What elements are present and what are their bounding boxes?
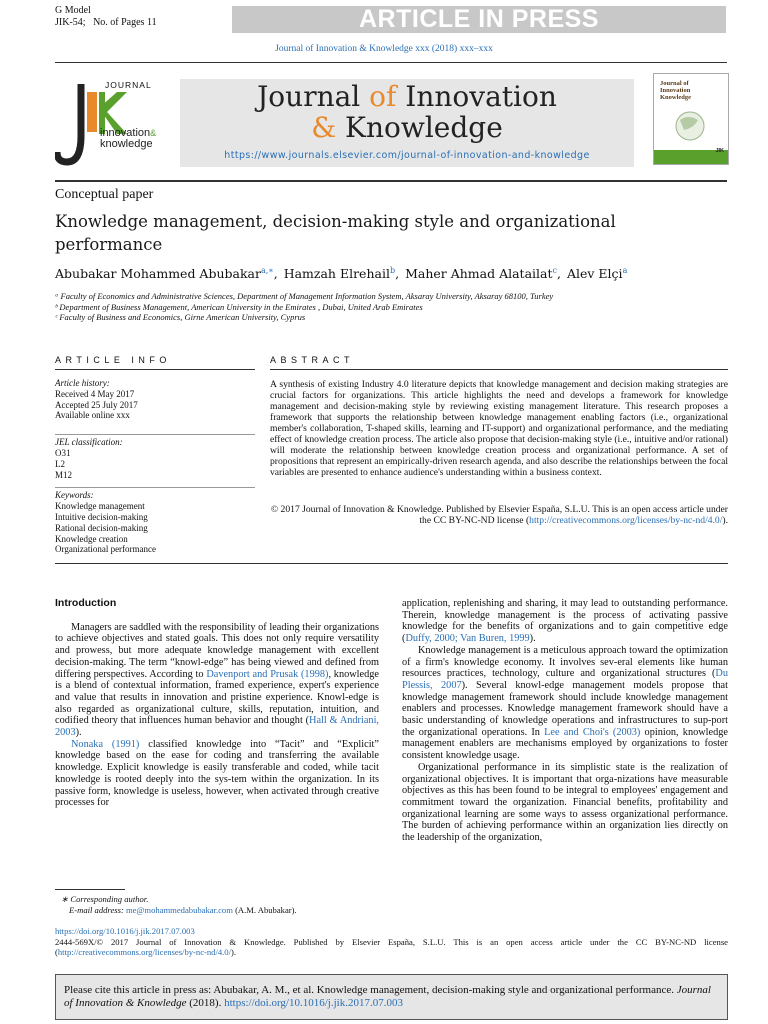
- author-affiliation-marker[interactable]: c: [552, 266, 557, 275]
- footnote-rule: [55, 889, 125, 890]
- front-matter-rule: [55, 563, 728, 564]
- article-info-divider: [55, 434, 255, 435]
- keyword: Intuitive decision-making: [55, 511, 148, 522]
- header-rule: [55, 62, 727, 63]
- cover-title-line: Journal of: [660, 80, 689, 87]
- g-model-label: G Model: [55, 5, 91, 16]
- abstract-copyright: [270, 504, 728, 526]
- jik-ref: JIK-54;: [55, 17, 86, 28]
- introduction-heading: Introduction: [55, 597, 117, 609]
- keyword: Organizational performance: [55, 544, 157, 555]
- body-text: classified knowledge into “Tacit” and “Explicit” knowledge based on the ease for coding and transferring the available knowledge. Explicit knowledge is easily transferable and coded, while tacit knowledge is rooted deeply into the sys-tem within the organization. In its passive form, knowledge is useless, however, when activated through creative processes for: [55, 738, 379, 809]
- history-label: Article history:: [55, 378, 110, 388]
- journal-reference-link[interactable]: Journal of Innovation & Knowledge xxx (2018) xxx–xxx: [275, 44, 493, 54]
- history-online: Available online xxx: [55, 410, 130, 421]
- body-text: Managers are saddled with the responsibility of leading their organizations to achieve objectives and stated goals. This does not only require versatility and prowess, but more adequate knowledge management with excellent decision-making. The term “knowl-edge” has being viewed and defined from differing perspectives. According to: [55, 621, 379, 680]
- article-info-panel: [55, 378, 255, 555]
- license-statement: [55, 937, 728, 958]
- body-paragraph: [402, 598, 728, 645]
- cover-corner-mark: JIK: [715, 148, 724, 154]
- author-separator: ,: [395, 266, 400, 282]
- copyright-text: © 2017 Journal of Innovation & Knowledge. Published by Elsevier España, S.L.U. This is an open access article under the CC BY-NC-ND license (: [270, 504, 728, 527]
- body-text: application, replenishing and sharing, it may lead to outstanding performance. Therein, knowledge management is the process of activating passive knowledge for the benefits of organizations and to gain competitive edge (: [402, 598, 728, 645]
- corresponding-author-label: ∗ Corresponding author.: [61, 894, 149, 904]
- journal-url-link[interactable]: https://www.journals.elsevier.com/journal-of-innovation-and-knowledge: [224, 150, 590, 161]
- masthead-title-part: Journal: [257, 80, 370, 113]
- journal-logo: [55, 78, 173, 168]
- abstract-rule: [270, 369, 728, 370]
- logo-word-journal: JOURNAL: [105, 80, 152, 90]
- keywords-label: Keywords:: [55, 490, 94, 501]
- citation-journal: Journal of Innovation & Knowledge: [64, 984, 711, 1009]
- email-label: E-mail address:: [69, 904, 126, 915]
- jel-code: L2: [55, 458, 65, 469]
- history-accepted: Accepted 25 July 2017: [55, 399, 138, 410]
- affiliation-a: ᵃ Faculty of Economics and Administrative Sciences, Department of Management Information System, Aksaray University, Aksaray 68100, Turkey: [55, 291, 554, 301]
- body-paragraph: [55, 739, 379, 809]
- article-info-rule: [55, 369, 255, 370]
- citation-link[interactable]: Nonaka (1991): [71, 738, 140, 750]
- copyright-text-end: ).: [722, 515, 728, 527]
- citation-doi-link[interactable]: https://doi.org/10.1016/j.jik.2017.07.003: [224, 997, 403, 1009]
- citation-lead: Please cite this article in press as: Abubakar, A. M., et al. Knowledge management, decision-making style and organizational performance.: [64, 984, 677, 996]
- jel-code: O31: [55, 447, 71, 458]
- license-link[interactable]: http://creativecommons.org/licenses/by-nc-nd/4.0/: [529, 515, 723, 527]
- manuscript-info: [55, 5, 157, 29]
- logo-word-knowledge: knowledge: [100, 138, 153, 150]
- affiliation-c: ᶜ Faculty of Business and Economics, Girne American University, Cyprus: [55, 312, 306, 322]
- citation-link[interactable]: Du Plessis, 2007: [402, 668, 728, 691]
- citation-link[interactable]: Lee and Choi's (2003): [544, 726, 641, 738]
- article-type: Conceptual paper: [55, 187, 154, 202]
- email-link[interactable]: me@mohammedabubakar.com: [125, 904, 233, 915]
- body-text: ). Several knowl-edge management models propose that knowledge management framework should include knowledge management enablers and processes. Knowledge management framework should have a basic understanding of knowledge operations and infrastructures to sup-port the organizational operations. In: [402, 679, 728, 738]
- corresponding-author-footnote: [55, 894, 375, 915]
- author-affiliation-marker[interactable]: a,∗: [260, 266, 274, 275]
- author-affiliation-marker[interactable]: b: [389, 266, 396, 275]
- masthead-title-part: Knowledge: [336, 111, 503, 144]
- logo-word-innovation: innovation: [100, 127, 151, 139]
- masthead: [180, 79, 634, 167]
- license-text-end: ).: [230, 947, 236, 957]
- body-text: ).: [75, 727, 82, 739]
- masthead-title-amp: &: [311, 111, 337, 144]
- history-received: Received 4 May 2017: [55, 388, 135, 399]
- author-affiliation-marker[interactable]: a: [622, 266, 628, 275]
- body-text: ).: [529, 633, 536, 645]
- masthead-title-part: Innovation: [396, 80, 557, 113]
- body-text: , knowledge is a blend of contextual information, framed experience, expert's experience and value that results in innovation and pristine experience. Knowl-edge is also regarded as organizational culture, skills, reputation, intuition, and codified theory that influences human behavior and thought (: [55, 668, 379, 727]
- logo-amp: &: [150, 128, 157, 138]
- keyword: Knowledge management: [55, 501, 145, 512]
- body-paragraph: Organizational performance in its simplistic state is the realization of organizational objectives. It is important that orga-nizations have measurable objectives as this has been found to be integral to employees' engagement and commitment toward the organization. Financial benefits, profitability and organizational learning are some ways to assess organizational performance. The burden of achieving performance within an organization lies directly on the leadership of the organization,: [402, 761, 728, 844]
- jel-code: M12: [55, 469, 73, 480]
- article-info-heading: ARTICLE INFO: [55, 355, 171, 365]
- email-line: [55, 905, 375, 916]
- citation-link[interactable]: Hall & Andriani, 2003: [55, 715, 380, 739]
- article-in-press-text: ARTICLE IN PRESS: [359, 5, 599, 33]
- citation-text: [64, 984, 720, 1010]
- author-separator: ,: [273, 266, 278, 282]
- masthead-title-of: of: [369, 80, 397, 113]
- citation-year: (2018).: [186, 997, 225, 1009]
- abstract-text: A synthesis of existing Industry 4.0 literature depicts that knowledge management and decision making strategies are crucial factors for organizations. This article highlights the need and develops a framework for knowledge management and decision-making style by reviewing existing management literature. This research proposes a framework that supports the relationship between knowledge management enabling factors (i.e., organizational member's collaboration, T-shaped skills, learning and IT-support) and organizational performance, and the mediating effect of knowledge creation process. The article also propose that decision-making style (i.e., intuitive and/or rational) will moderate the relationship between knowledge creation process and organizational performance. A set of propositions that represent an empirically-driven research agenda, and also describe the relationships between the focal variables are presented to enhance audience's understanding within a business context.: [270, 379, 728, 479]
- citation-link[interactable]: Duffy, 2000; Van Buren, 1999: [405, 633, 530, 645]
- paper-title: Knowledge management, decision-making style and organizational performance: [55, 212, 616, 254]
- doi-link[interactable]: https://doi.org/10.1016/j.jik.2017.07.003: [55, 926, 195, 936]
- author-list: [55, 266, 633, 281]
- jik-logo-icon: [55, 78, 173, 168]
- citation-box: [55, 974, 728, 1020]
- author-separator: ,: [556, 266, 561, 282]
- license-text: 2444-569X/© 2017 Journal of Innovation & Knowledge. Published by Elsevier España, S.L.U. This is an open access article under the CC BY-NC-ND license (: [55, 936, 728, 957]
- article-info-divider: [55, 487, 255, 488]
- journal-cover-thumbnail: [653, 73, 729, 165]
- keyword: Rational decision-making: [55, 522, 148, 533]
- citation-link[interactable]: Davenport and Prusak (1998): [206, 668, 329, 680]
- body-paragraph: [55, 622, 379, 739]
- article-in-press-banner: [232, 6, 726, 33]
- author-name: Abubakar Mohammed Abubakar: [55, 266, 261, 282]
- body-paragraph: [402, 645, 728, 762]
- license-link[interactable]: http://creativecommons.org/licenses/by-nc-nd/4.0/: [57, 947, 231, 957]
- email-suffix: (A.M. Abubakar).: [232, 904, 297, 915]
- body-column-left: [55, 598, 379, 809]
- doi-license-block: [55, 926, 728, 958]
- abstract-heading: ABSTRACT: [270, 355, 355, 365]
- affiliations: [55, 291, 735, 323]
- keyword: Knowledge creation: [55, 533, 128, 544]
- affiliation-b: ᵇ Department of Business Management, American University in the Emirates , Dubai, United Arab Emirates: [55, 301, 423, 312]
- masthead-rule: [55, 180, 727, 182]
- cover-title-line: Knowledge: [660, 94, 692, 101]
- body-text: Knowledge management is a meticulous approach toward the optimization of a firm's knowledge economy. It involves sev-eral elements like human resources practices, technology, culture and organizational structures (: [402, 644, 728, 680]
- author-name: Maher Ahmad Alatailat: [405, 266, 553, 282]
- masthead-title: [180, 81, 634, 143]
- logo-wordmark: [100, 128, 156, 150]
- cover-title-line: Innovation: [660, 87, 691, 94]
- body-column-right: [402, 598, 728, 844]
- page-count: No. of Pages 11: [93, 17, 157, 28]
- author-name: Hamzah Elrehail: [283, 266, 390, 282]
- author-name: Alev Elçi: [566, 266, 623, 282]
- jel-label: JEL classification:: [55, 437, 123, 448]
- body-text: opinion, knowledge management enablers are mechanisms employed by organizations to foster consistent knowledge usage.: [402, 726, 728, 762]
